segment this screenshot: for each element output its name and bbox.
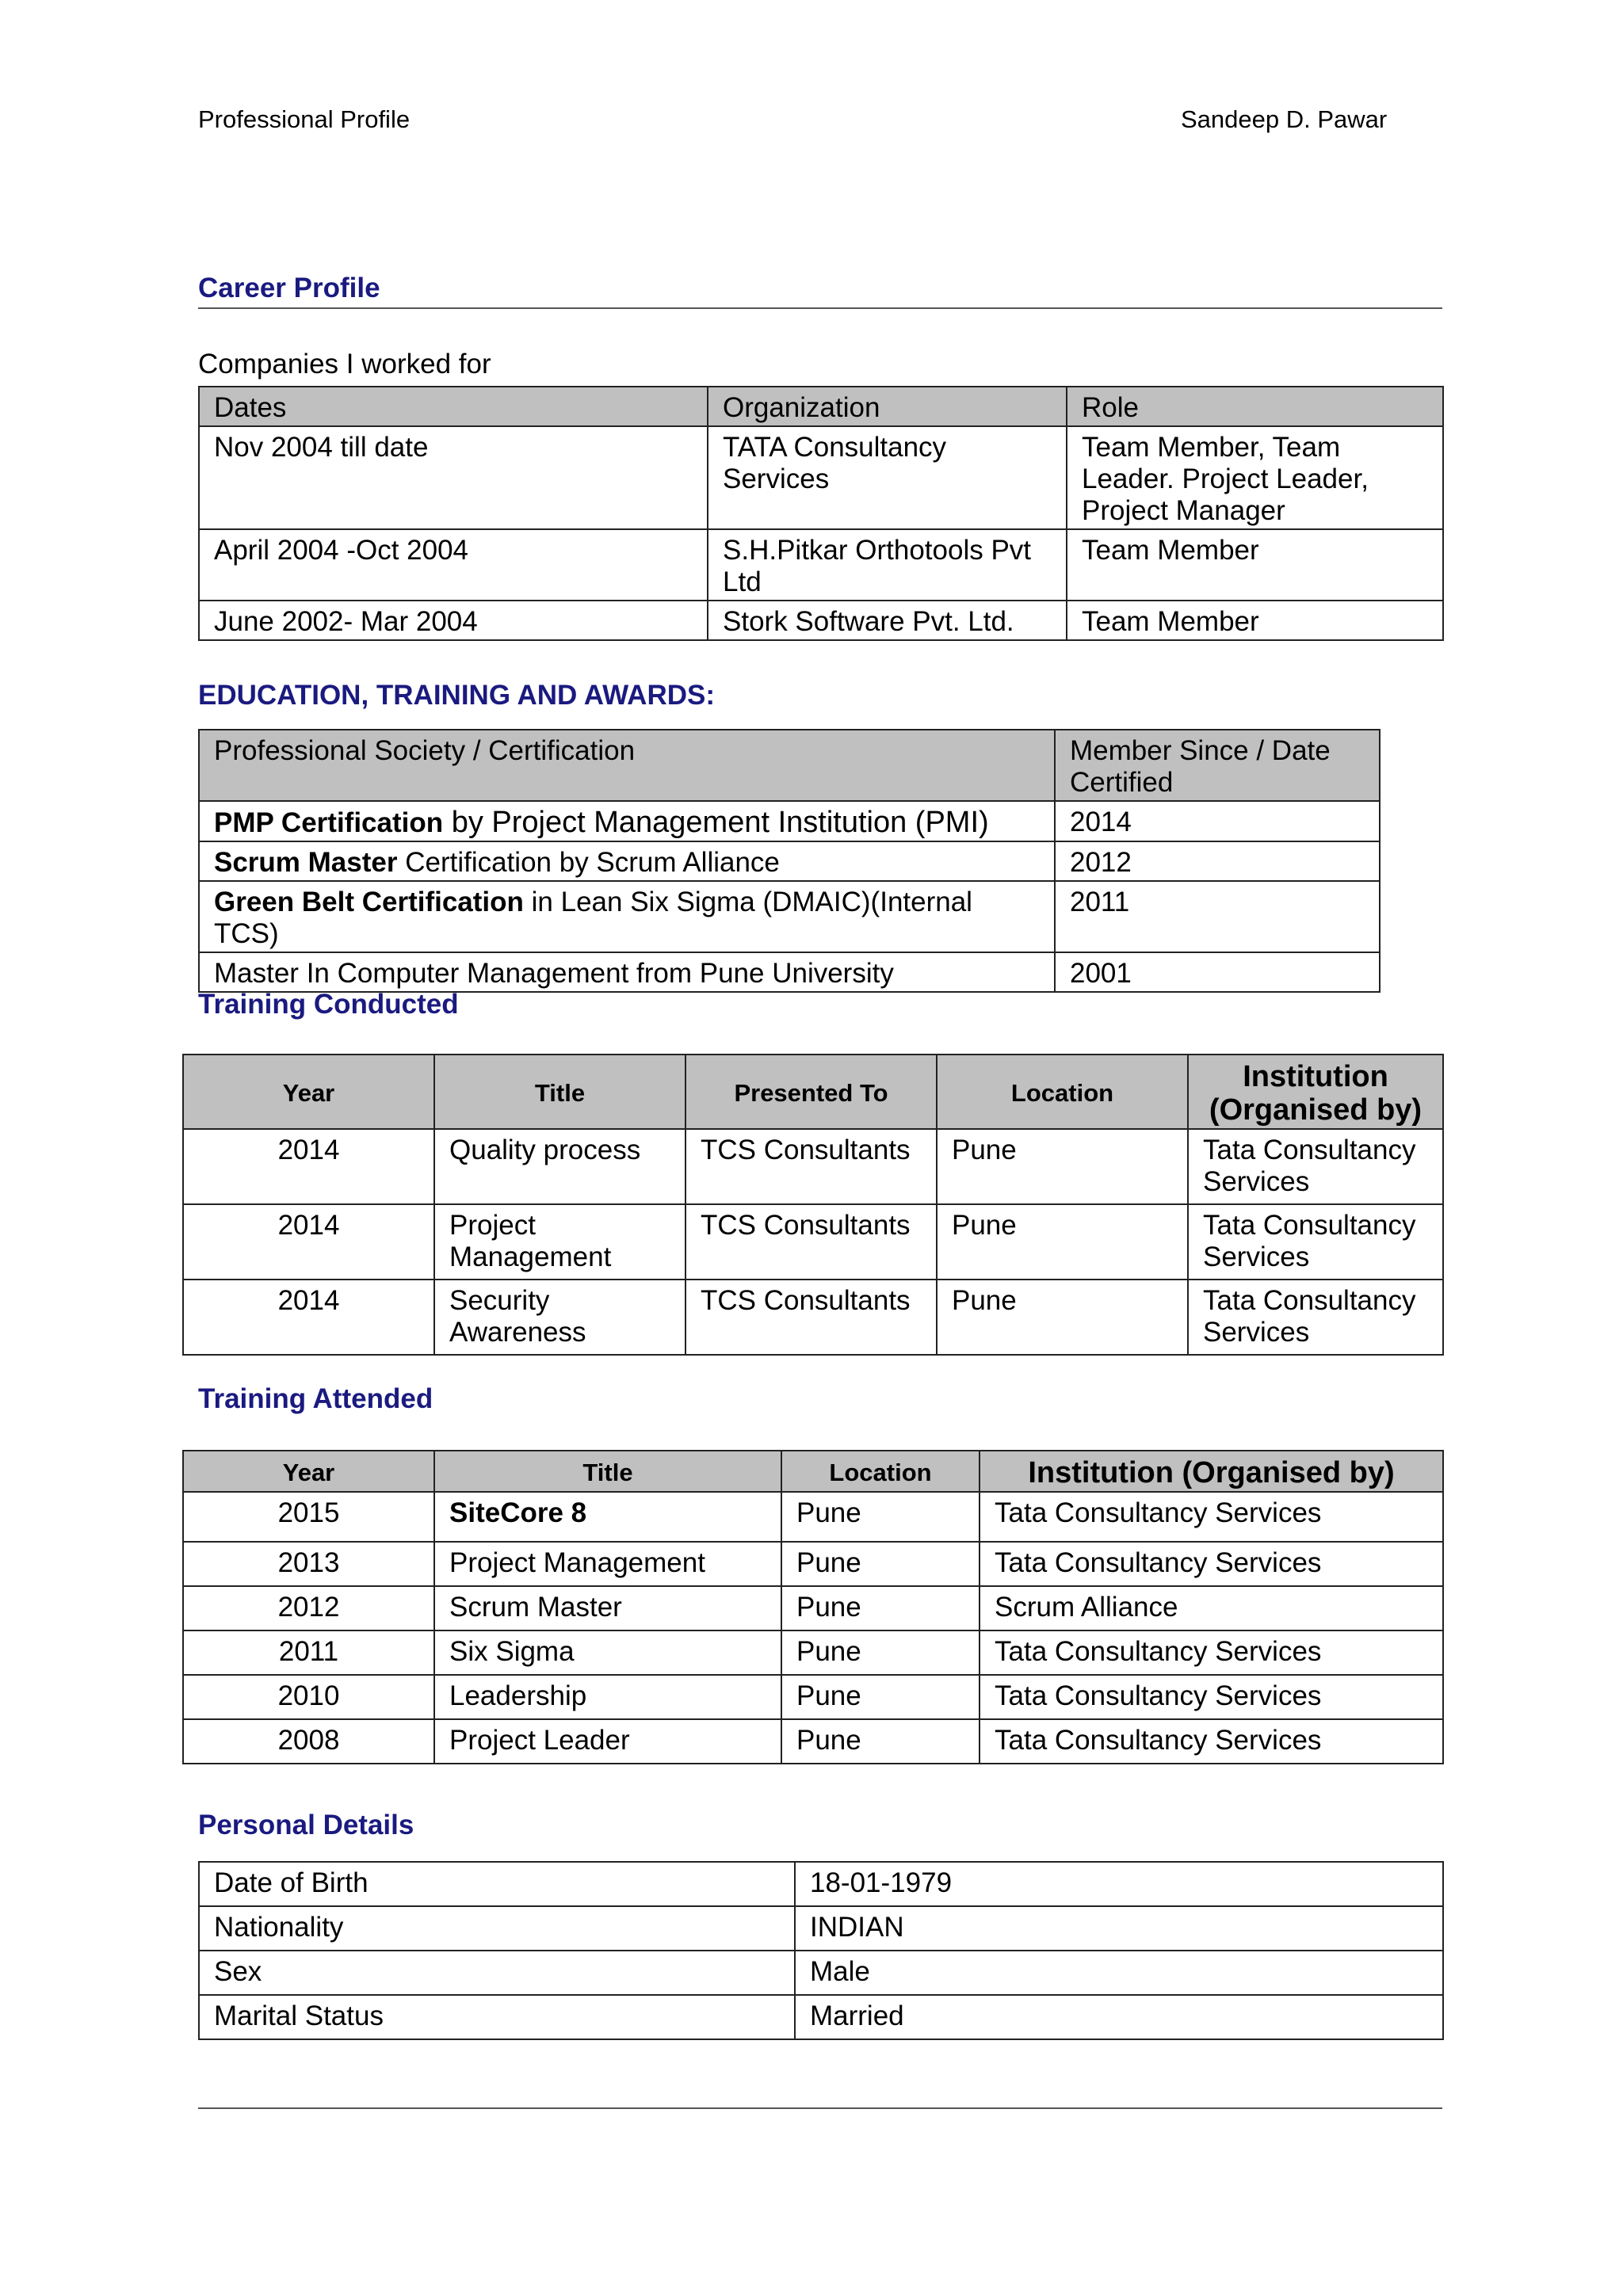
table-cell xyxy=(199,801,1055,841)
cert-name-bold: PMP Certification xyxy=(214,807,444,838)
column-header: Location xyxy=(781,1451,980,1492)
table-cell: TCS Consultants xyxy=(685,1129,937,1204)
table-header-row xyxy=(199,730,1380,801)
table-cell: 2013 xyxy=(183,1542,434,1586)
table-cell: June 2002- Mar 2004 xyxy=(199,601,708,640)
table-cell: Pune xyxy=(781,1542,980,1586)
column-header: Year xyxy=(183,1451,434,1492)
table-cell: 2008 xyxy=(183,1719,434,1764)
cert-name-bold: Green Belt Certification xyxy=(214,887,524,917)
table-cell: 2014 xyxy=(183,1280,434,1355)
companies-subtitle: Companies I worked for xyxy=(198,349,491,379)
table-cell: Stork Software Pvt. Ltd. xyxy=(708,601,1067,640)
training-conducted-table xyxy=(182,1054,1444,1356)
table-row xyxy=(199,426,1443,529)
table-row xyxy=(183,1542,1443,1586)
cert-name-rest: Master In Computer Management from Pune University xyxy=(214,958,894,989)
table-cell: Team Member xyxy=(1067,601,1443,640)
column-header: Institution (Organised by) xyxy=(1188,1055,1443,1129)
training-attended-heading: Training Attended xyxy=(198,1383,433,1414)
column-header: Location xyxy=(937,1055,1188,1129)
table-cell: Tata Consultancy Services xyxy=(980,1492,1443,1542)
column-header: Role xyxy=(1067,387,1443,426)
cert-name-bold: Scrum Master xyxy=(214,847,398,878)
cert-name-rest: in Lean Six Sigma (DMAIC)(Internal TCS) xyxy=(214,887,972,949)
table-cell: Six Sigma xyxy=(434,1630,781,1675)
table-cell: Married xyxy=(795,1995,1443,2039)
table-row xyxy=(199,1951,1443,1995)
table-cell: Pune xyxy=(937,1204,1188,1280)
column-header: Year xyxy=(183,1055,434,1129)
table-cell: Tata Consultancy Services xyxy=(980,1675,1443,1719)
table-cell: TATA Consultancy Services xyxy=(708,426,1067,529)
table-cell: 2014 xyxy=(183,1204,434,1280)
table-cell: Sex xyxy=(199,1951,795,1995)
column-header: Title xyxy=(434,1451,781,1492)
table-row xyxy=(183,1630,1443,1675)
column-header: Organization xyxy=(708,387,1067,426)
table-row xyxy=(183,1675,1443,1719)
table-cell: Pune xyxy=(937,1129,1188,1204)
table-cell: Team Member xyxy=(1067,529,1443,601)
table-cell xyxy=(199,952,1055,992)
table-cell: Leadership xyxy=(434,1675,781,1719)
table-row xyxy=(183,1280,1443,1355)
training-conducted-heading: Training Conducted xyxy=(198,989,459,1020)
table-row xyxy=(199,1862,1443,1906)
table-cell: 2011 xyxy=(1055,881,1380,952)
table-row xyxy=(183,1492,1443,1542)
column-header: Dates xyxy=(199,387,708,426)
table-row xyxy=(199,881,1380,952)
header-right: Sandeep D. Pawar xyxy=(1181,105,1388,133)
table-cell: Project Management xyxy=(434,1204,685,1280)
table-cell xyxy=(199,841,1055,881)
table-cell: Tata Consultancy Services xyxy=(1188,1204,1443,1280)
table-cell: Pune xyxy=(781,1675,980,1719)
table-cell: 18-01-1979 xyxy=(795,1862,1443,1906)
table-header-row xyxy=(183,1451,1443,1492)
table-cell: Scrum Master xyxy=(434,1586,781,1630)
training-attended-table xyxy=(182,1450,1444,1764)
table-row xyxy=(183,1586,1443,1630)
table-cell: Tata Consultancy Services xyxy=(980,1719,1443,1764)
table-cell: Project Management xyxy=(434,1542,781,1586)
column-header: Institution (Organised by) xyxy=(980,1451,1443,1492)
table-cell: Pune xyxy=(781,1719,980,1764)
career-profile-heading: Career Profile xyxy=(198,273,380,303)
cert-name-rest: by Project Management Institution (PMI) xyxy=(443,806,989,839)
table-cell: Pune xyxy=(781,1586,980,1630)
table-cell: Pune xyxy=(781,1630,980,1675)
career-table xyxy=(198,386,1444,641)
table-cell: April 2004 -Oct 2004 xyxy=(199,529,708,601)
table-cell: Marital Status xyxy=(199,1995,795,2039)
table-cell: 2011 xyxy=(183,1630,434,1675)
table-cell: TCS Consultants xyxy=(685,1204,937,1280)
table-cell: 2015 xyxy=(183,1492,434,1542)
table-cell: Quality process xyxy=(434,1129,685,1204)
table-cell: 2010 xyxy=(183,1675,434,1719)
table-row xyxy=(199,601,1443,640)
table-cell: Pune xyxy=(937,1280,1188,1355)
table-cell: Male xyxy=(795,1951,1443,1995)
table-cell: TCS Consultants xyxy=(685,1280,937,1355)
column-header: Presented To xyxy=(685,1055,937,1129)
table-cell xyxy=(199,881,1055,952)
column-header: Title xyxy=(434,1055,685,1129)
personal-details-table xyxy=(198,1861,1444,2040)
table-cell: Scrum Alliance xyxy=(980,1586,1443,1630)
table-cell: Team Member, Team Leader. Project Leader, Project Manager xyxy=(1067,426,1443,529)
table-row xyxy=(183,1204,1443,1280)
table-cell: Nationality xyxy=(199,1906,795,1951)
table-cell: Date of Birth xyxy=(199,1862,795,1906)
table-row xyxy=(199,841,1380,881)
table-cell: Tata Consultancy Services xyxy=(1188,1280,1443,1355)
table-cell: Project Leader xyxy=(434,1719,781,1764)
table-row xyxy=(199,529,1443,601)
table-cell: Pune xyxy=(781,1492,980,1542)
table-cell: 2001 xyxy=(1055,952,1380,992)
education-heading: EDUCATION, TRAINING AND AWARDS: xyxy=(198,680,716,711)
table-cell: 2012 xyxy=(1055,841,1380,881)
cert-name-rest: Certification by Scrum Alliance xyxy=(397,847,780,878)
table-cell: 2012 xyxy=(183,1586,434,1630)
certification-table xyxy=(198,729,1381,993)
table-row xyxy=(199,952,1380,992)
column-header: Professional Society / Certification xyxy=(199,730,1055,801)
table-cell: Tata Consultancy Services xyxy=(980,1542,1443,1586)
table-cell: Tata Consultancy Services xyxy=(980,1630,1443,1675)
table-cell: SiteCore 8 xyxy=(434,1492,781,1542)
table-header-row xyxy=(199,387,1443,426)
table-row xyxy=(183,1719,1443,1764)
table-cell: 2014 xyxy=(183,1129,434,1204)
table-header-row xyxy=(183,1055,1443,1129)
table-cell: 2014 xyxy=(1055,801,1380,841)
table-cell: Security Awareness xyxy=(434,1280,685,1355)
table-cell: S.H.Pitkar Orthotools Pvt Ltd xyxy=(708,529,1067,601)
header-left: Professional Profile xyxy=(198,105,411,133)
column-header: Member Since / Date Certified xyxy=(1055,730,1380,801)
table-row xyxy=(199,1995,1443,2039)
table-row xyxy=(199,1906,1443,1951)
section-divider xyxy=(198,307,1442,309)
table-cell: Nov 2004 till date xyxy=(199,426,708,529)
table-row xyxy=(199,801,1380,841)
footer-divider xyxy=(198,2107,1442,2109)
table-cell: INDIAN xyxy=(795,1906,1443,1951)
personal-details-heading: Personal Details xyxy=(198,1810,414,1840)
table-row xyxy=(183,1129,1443,1204)
table-cell: Tata Consultancy Services xyxy=(1188,1129,1443,1204)
